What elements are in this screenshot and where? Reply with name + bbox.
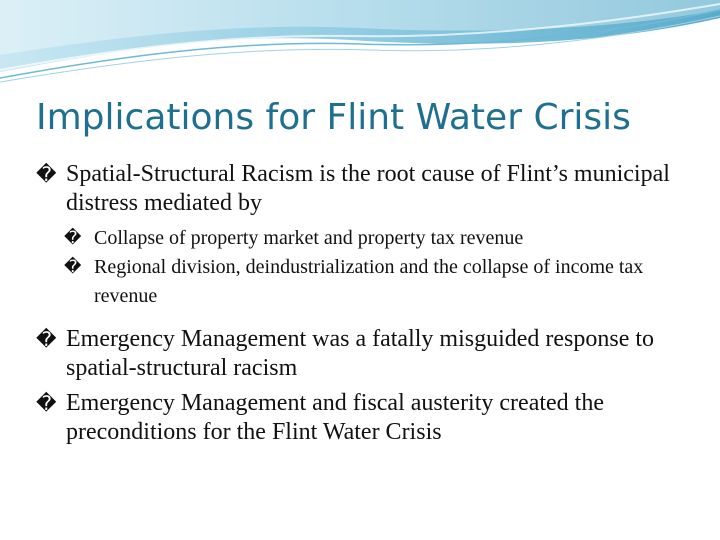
bullet-3-text: Emergency Management and fiscal austerity created the preconditions for the Flint Water Crisis: [66, 390, 604, 445]
sub-bullet-1: [36, 224, 686, 253]
bullet-3: [36, 389, 686, 447]
bullet-1-text: Spatial-Structural Racism is the root cause of Flint’s municipal distress mediated by: [66, 161, 670, 216]
slide-title: Implications for Flint Water Crisis: [36, 97, 631, 138]
bullet-1: [36, 160, 686, 218]
bullet-glyph-icon: �: [36, 327, 57, 351]
sub-bullet-1-text: Collapse of property market and property tax revenue: [94, 227, 524, 249]
bullet-glyph-icon: �: [36, 162, 57, 186]
sub-bullet-2-text: Regional division, deindustrialization and the collapse of income tax revenue: [94, 256, 644, 307]
sub-bullet-2: [36, 253, 686, 311]
bullet-2-text: Emergency Management was a fatally misguided response to spatial-structural racism: [66, 326, 655, 381]
bullet-glyph-icon: �: [36, 391, 57, 415]
bullet-glyph-icon: �: [64, 228, 82, 248]
header-wave-decoration: [0, 0, 720, 90]
bullet-2: [36, 325, 686, 383]
slide-body: [36, 160, 686, 453]
bullet-glyph-icon: �: [64, 257, 82, 277]
bullet-1-subitems: [36, 224, 686, 311]
